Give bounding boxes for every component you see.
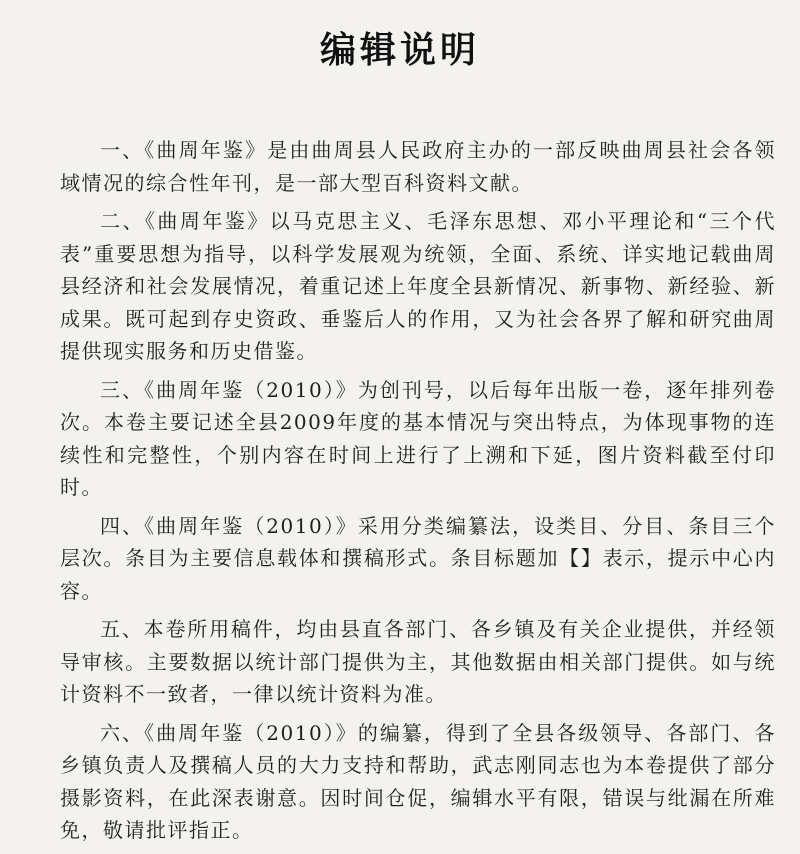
paragraph-5: 五、本卷所用稿件，均由县直各部门、各乡镇及有关企业提供，并经领导审核。主要数据以统计部门提供为主，其他数据由相关部门提供。如与统计资料不一致者，一律以统计资料为准。: [60, 617, 776, 706]
paragraph-6: 六、《曲周年鉴（2010）》的编纂，得到了全县各级领导、各部门、各乡镇负责人及撰稿人员的大力支持和帮助，武志刚同志也为本卷提供了部分摄影资料，在此深表谢意。因时间仓促，编辑水平有限，错误与纰漏在所难免，敬请批评指正。: [60, 720, 776, 842]
paragraph-1: 一、《曲周年鉴》是由曲周县人民政府主办的一部反映曲周县社会各领域情况的综合性年刊，是一部大型百科资料文献。: [60, 138, 776, 195]
paragraph-4: 四、《曲周年鉴（2010）》采用分类编纂法，设类目、分目、条目三个层次。条目为主要信息载体和撰稿形式。条目标题加【】表示，提示中心内容。: [60, 513, 776, 603]
paragraph-2: 二、《曲周年鉴》以马克思主义、毛泽东思想、邓小平理论和“三个代表”重要思想为指导，以科学发展观为统领，全面、系统、详实地记载曲周县经济和社会发展情况，着重记述上年度全县新情况、新事物、新经验、新成果。既可起到存史资政、垂鉴后人的作用，又为社会各界了解和研究曲周提供现实服务和历史借鉴。: [60, 209, 776, 363]
document-body: [60, 134, 776, 853]
page-title: 编辑说明: [319, 30, 480, 71]
paragraph-3: 三、《曲周年鉴（2010）》为创刊号，以后每年出版一卷，逐年排列卷次。本卷主要记述全县2009年度的基本情况与突出特点，为体现事物的连续性和完整性，个别内容在时间上进行了上溯和下延，图片资料截至付印时。: [60, 377, 776, 499]
